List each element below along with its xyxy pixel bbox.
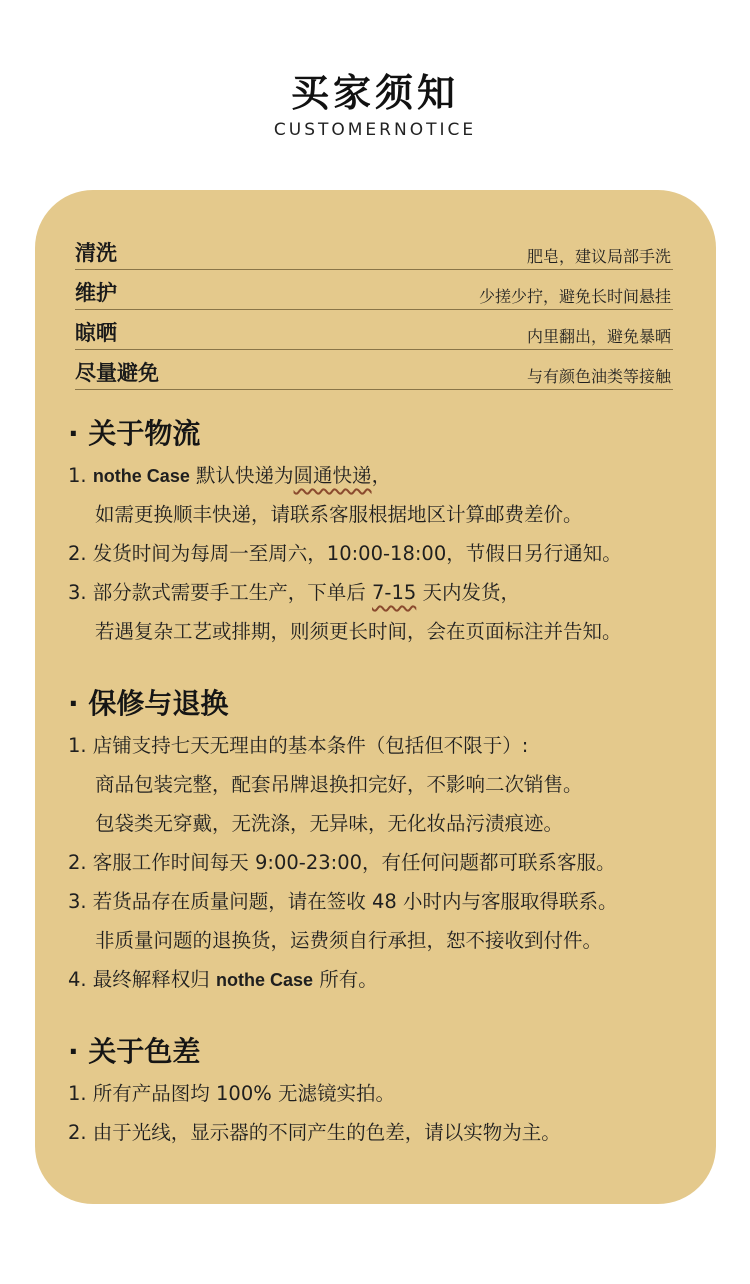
care-value: 与有颜色油类等接触 [526, 367, 671, 386]
warranty-line-5: 3. 若货品存在质量问题，请在签收 48 小时内与客服取得联系。 [68, 890, 618, 913]
care-value: 内里翻出，避免暴晒 [526, 327, 671, 346]
line-text: 3. 部分款式需要手工生产，下单后 [68, 581, 373, 604]
care-table [75, 230, 673, 390]
care-label: 晾晒 [75, 321, 117, 345]
page-subtitle: CUSTOMERNOTICE [273, 120, 477, 140]
care-value: 肥皂，建议局部手洗 [526, 247, 671, 266]
line-text: 所有。 [313, 968, 378, 991]
warranty-line-1: 1. 店铺支持七天无理由的基本条件（包括但不限于）: [68, 734, 529, 757]
warranty-line-2: 商品包装完整，配套吊牌退换扣完好，不影响二次销售。 [95, 773, 583, 796]
line-text: 天内发货， [416, 581, 520, 604]
warranty-line-3: 包袋类无穿戴，无洗涤，无异味，无化妆品污渍痕迹。 [95, 812, 564, 835]
logistics-line-4 [68, 573, 708, 612]
color-line-2: 2. 由于光线，显示器的不同产生的色差，请以实物为主。 [68, 1121, 561, 1144]
highlight-courier: 圆通快递 [293, 464, 372, 487]
section-heading: · 关于物流 [68, 417, 201, 450]
logistics-line-3: 2. 发货时间为每周一至周六，10:00-18:00，节假日另行通知。 [68, 542, 622, 565]
color-section [68, 1032, 708, 1152]
care-label: 尽量避免 [75, 361, 159, 385]
line-text: 1. [68, 464, 93, 487]
care-row-avoid [75, 350, 673, 390]
care-label: 维护 [75, 281, 117, 305]
highlight-days: 7-15 [372, 581, 417, 604]
logistics-section [68, 414, 708, 651]
warranty-section [68, 684, 708, 999]
care-row-maintain [75, 270, 673, 310]
logistics-line-5: 若遇复杂工艺或排期，则须更长时间，会在页面标注并告知。 [95, 620, 622, 643]
care-row-wash [75, 230, 673, 270]
brand-name: nothe Case [92, 466, 190, 486]
logistics-line-2: 如需更换顺丰快递，请联系客服根据地区计算邮费差价。 [95, 503, 583, 526]
page-title: 买家须知 [290, 71, 459, 115]
care-value: 少搓少拧，避免长时间悬挂 [478, 287, 671, 306]
section-heading: · 关于色差 [68, 1035, 201, 1068]
care-label: 清洗 [75, 241, 117, 265]
logistics-line-1 [68, 456, 708, 495]
brand-name: nothe Case [216, 970, 314, 990]
line-text: ， [371, 464, 392, 487]
line-text: 4. 最终解释权归 [68, 968, 217, 991]
color-line-1: 1. 所有产品图均 100% 无滤镜实拍。 [68, 1082, 395, 1105]
line-text: 默认快递为 [189, 464, 294, 487]
warranty-line-4: 2. 客服工作时间每天 9:00-23:00，有任何问题都可联系客服。 [68, 851, 616, 874]
warranty-line-6: 非质量问题的退换货，运费须自行承担，恕不接收到付件。 [95, 929, 603, 952]
care-row-dry [75, 310, 673, 350]
warranty-line-7 [68, 960, 708, 999]
section-heading: · 保修与退换 [68, 687, 229, 720]
